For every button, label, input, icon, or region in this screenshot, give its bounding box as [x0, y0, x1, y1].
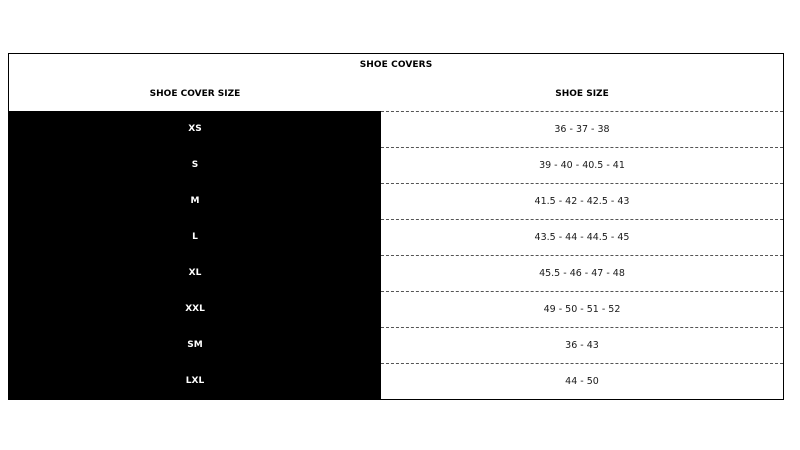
shoe-cover-size-cell: L	[9, 219, 381, 255]
table-row	[9, 255, 783, 291]
shoe-cover-size-cell: S	[9, 147, 381, 183]
table-row	[9, 219, 783, 255]
header-shoe-cover-size: SHOE COVER SIZE	[149, 88, 241, 99]
table-header-row	[9, 76, 783, 111]
size-chart-table	[8, 53, 784, 400]
table-row	[9, 327, 783, 363]
table-title: SHOE COVERS	[359, 60, 433, 70]
shoe-cover-size-cell: XL	[9, 255, 381, 291]
shoe-cover-size-cell: XXL	[9, 291, 381, 327]
shoe-cover-size-cell: SM	[9, 327, 381, 363]
shoe-size-cell: 36 - 43	[381, 327, 783, 363]
table-row	[9, 291, 783, 327]
table-row	[9, 363, 783, 399]
shoe-cover-size-cell: XS	[9, 111, 381, 147]
shoe-cover-size-cell: LXL	[9, 363, 381, 399]
shoe-size-cell: 45.5 - 46 - 47 - 48	[381, 255, 783, 291]
shoe-size-cell: 49 - 50 - 51 - 52	[381, 291, 783, 327]
table-row	[9, 183, 783, 219]
header-shoe-size: SHOE SIZE	[555, 88, 609, 99]
table-row	[9, 147, 783, 183]
shoe-size-cell: 36 - 37 - 38	[381, 111, 783, 147]
shoe-size-cell: 43.5 - 44 - 44.5 - 45	[381, 219, 783, 255]
shoe-size-cell: 41.5 - 42 - 42.5 - 43	[381, 183, 783, 219]
shoe-size-cell: 44 - 50	[381, 363, 783, 399]
shoe-size-cell: 39 - 40 - 40.5 - 41	[381, 147, 783, 183]
table-row	[9, 111, 783, 147]
shoe-cover-size-cell: M	[9, 183, 381, 219]
